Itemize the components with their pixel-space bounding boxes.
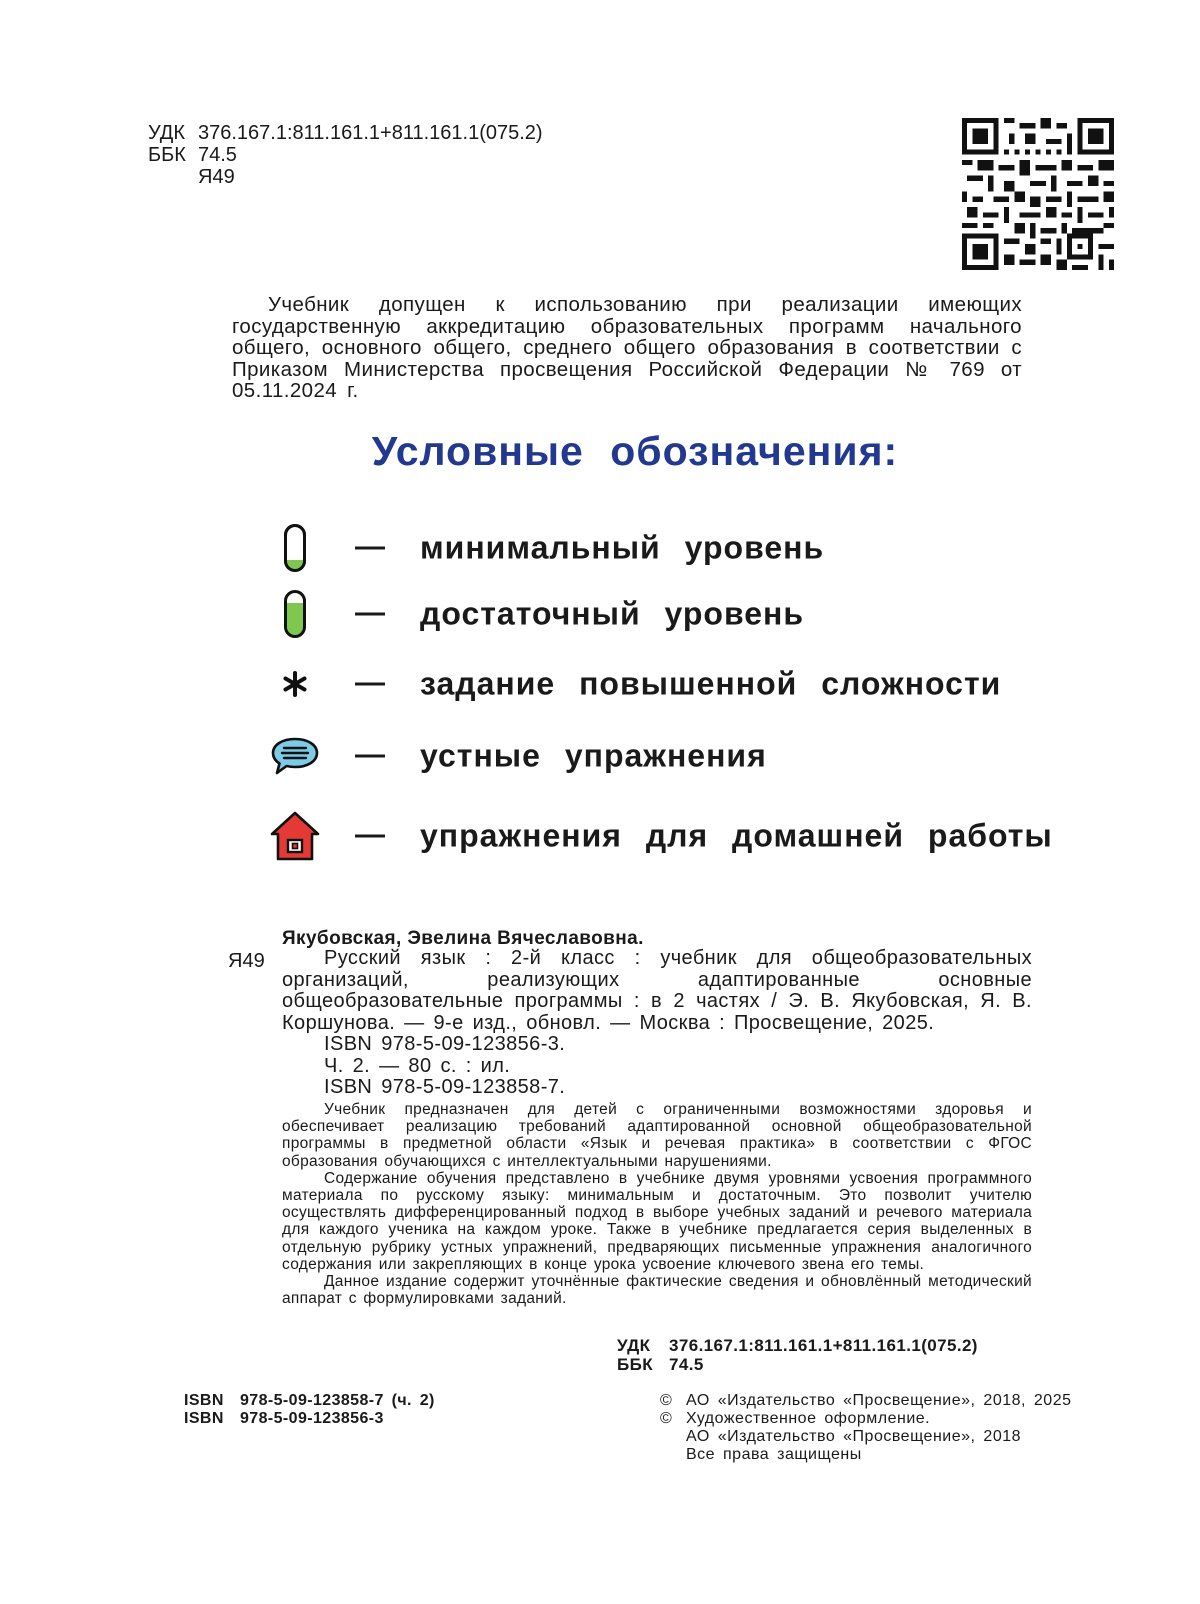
legend-item-oral-exercises bbox=[260, 726, 1140, 786]
legend-label-minimal-level: минимальный уровень bbox=[420, 529, 825, 566]
legend-label-advanced-task: задание повышенной сложности bbox=[420, 665, 1002, 702]
catalog-udk-value: 376.167.1:811.161.1+811.161.1(075.2) bbox=[669, 1336, 978, 1355]
copyright-block bbox=[660, 1392, 1072, 1464]
tube-minimal-icon bbox=[260, 518, 330, 578]
legend-item-sufficient-level bbox=[260, 584, 1140, 644]
catalog-bbk-label: ББК bbox=[617, 1355, 654, 1374]
catalog-udk-label: УДК bbox=[617, 1336, 651, 1355]
tube-sufficient-icon bbox=[260, 584, 330, 644]
footer-isbn-block bbox=[184, 1392, 435, 1428]
footer-isbn-general: 978-5-09-123856-3 bbox=[240, 1410, 384, 1427]
copyright-row bbox=[660, 1410, 1072, 1428]
catalog-annotation bbox=[282, 1101, 1032, 1307]
footer-isbn-general-row bbox=[184, 1410, 435, 1428]
copyright-symbol: © bbox=[660, 1410, 673, 1427]
author-mark: Я49 bbox=[198, 166, 235, 188]
annotation-paragraph: Учебник предназначен для детей с ограниченными возможностями здоровья и обеспечивает реализацию требований адаптированной основной общеобразовательной программы в предметной области «Язык и речевая практика» в соответствии с ФГОС образования обучающихся с интеллектуальными нарушениями. bbox=[282, 1101, 1032, 1170]
footer-isbn-label: ISBN bbox=[184, 1392, 224, 1409]
footer-isbn-label: ISBN bbox=[184, 1410, 224, 1427]
udk-value: 376.167.1:811.161.1+811.161.1(075.2) bbox=[198, 122, 543, 144]
annotation-paragraph: Данное издание содержит уточнённые фактические сведения и обновлённый методический аппарат с формулировками заданий. bbox=[282, 1273, 1032, 1308]
catalog-author: Якубовская, Эвелина Вячеславовна. bbox=[282, 928, 644, 949]
catalog-part-info: Ч. 2. — 80 с. : ил. bbox=[324, 1054, 511, 1077]
copyright-line-4: Все права защищены bbox=[686, 1446, 862, 1463]
qr-code-icon bbox=[962, 118, 1114, 270]
footer-isbn-part-row bbox=[184, 1392, 435, 1410]
catalog-bbk-row bbox=[617, 1355, 978, 1374]
legend-item-minimal-level bbox=[260, 518, 1140, 578]
legend-title: Условные обозначения: bbox=[371, 428, 899, 474]
copyright-row bbox=[660, 1392, 1072, 1410]
legend-dash bbox=[355, 683, 385, 686]
copyright-line-1: АО «Издательство «Просвещение», 2018, 2025 bbox=[686, 1392, 1072, 1409]
legend-label-oral-exercises: устные упражнения bbox=[420, 737, 767, 774]
legend-dash bbox=[355, 613, 385, 616]
catalog-isbn-general: ISBN 978-5-09-123856-3. bbox=[324, 1033, 566, 1055]
legend-dash bbox=[355, 547, 385, 550]
copyright-line-3: АО «Издательство «Просвещение», 2018 bbox=[686, 1428, 1022, 1445]
house-icon bbox=[260, 806, 330, 866]
catalog-description bbox=[282, 948, 1032, 1034]
catalog-isbn-part: ISBN 978-5-09-123858-7. bbox=[324, 1076, 566, 1098]
footer-isbn-part: 978-5-09-123858-7 (ч. 2) bbox=[240, 1392, 435, 1409]
bbk-value: 74.5 bbox=[198, 144, 237, 166]
catalog-code: Я49 bbox=[228, 950, 265, 972]
legend-label-homework: упражнения для домашней работы bbox=[420, 817, 1053, 854]
udk-label: УДК bbox=[148, 122, 186, 144]
asterisk-icon bbox=[260, 654, 330, 714]
catalog-classification-codes bbox=[617, 1336, 978, 1374]
approval-text: Учебник допущен к использованию при реализации имеющих государственную аккредитацию образовательных программ начального общего, основного общего, среднего общего образования в соответствии с Приказом Министерства просвещения Российской Федерации № 769 от 05.11.2024 г. bbox=[232, 293, 1022, 402]
bbk-row bbox=[148, 144, 543, 166]
catalog-description-text: Русский язык : 2-й класс : учебник для общеобразовательных организаций, реализующих адаптированные основные общеобразовательные программы : в 2 частях / Э. В. Якубовская, Я. В. Коршунова. — 9-е изд., обновл. — Москва : Просвещение, 2025. bbox=[282, 947, 1032, 1034]
catalog-udk-row bbox=[617, 1336, 978, 1355]
catalog-bbk-value: 74.5 bbox=[669, 1355, 704, 1374]
approval-notice bbox=[232, 294, 1022, 402]
legend-item-homework bbox=[260, 806, 1140, 866]
annotation-paragraph: Содержание обучения представлено в учебнике двумя уровнями усвоения программного материала по русскому языку: минимальным и достаточным. Это позволит учителю осуществлять дифференцированный подход в выборе учебных заданий и речевого материала для каждого ученика на каждом уроке. Также в учебнике предлагается серия выделенных в отдельную рубрику устных упражнений, предваряющих письменные упражнения аналогичного содержания или закрепляющих в конце урока усвоение ключевого звена его темы. bbox=[282, 1169, 1032, 1273]
bbk-label: ББК bbox=[148, 144, 186, 166]
legend-item-advanced-task bbox=[260, 654, 1140, 714]
legend-label-sufficient-level: достаточный уровень bbox=[420, 595, 805, 632]
classification-codes bbox=[148, 122, 543, 188]
legend-dash bbox=[355, 835, 385, 838]
copyright-line-2: Художественное оформление. bbox=[686, 1410, 931, 1427]
legend-dash bbox=[355, 755, 385, 758]
udk-row bbox=[148, 122, 543, 144]
catalog-isbn-lines bbox=[324, 1034, 565, 1099]
copyright-symbol: © bbox=[660, 1392, 673, 1409]
speech-bubble-icon bbox=[260, 726, 330, 786]
